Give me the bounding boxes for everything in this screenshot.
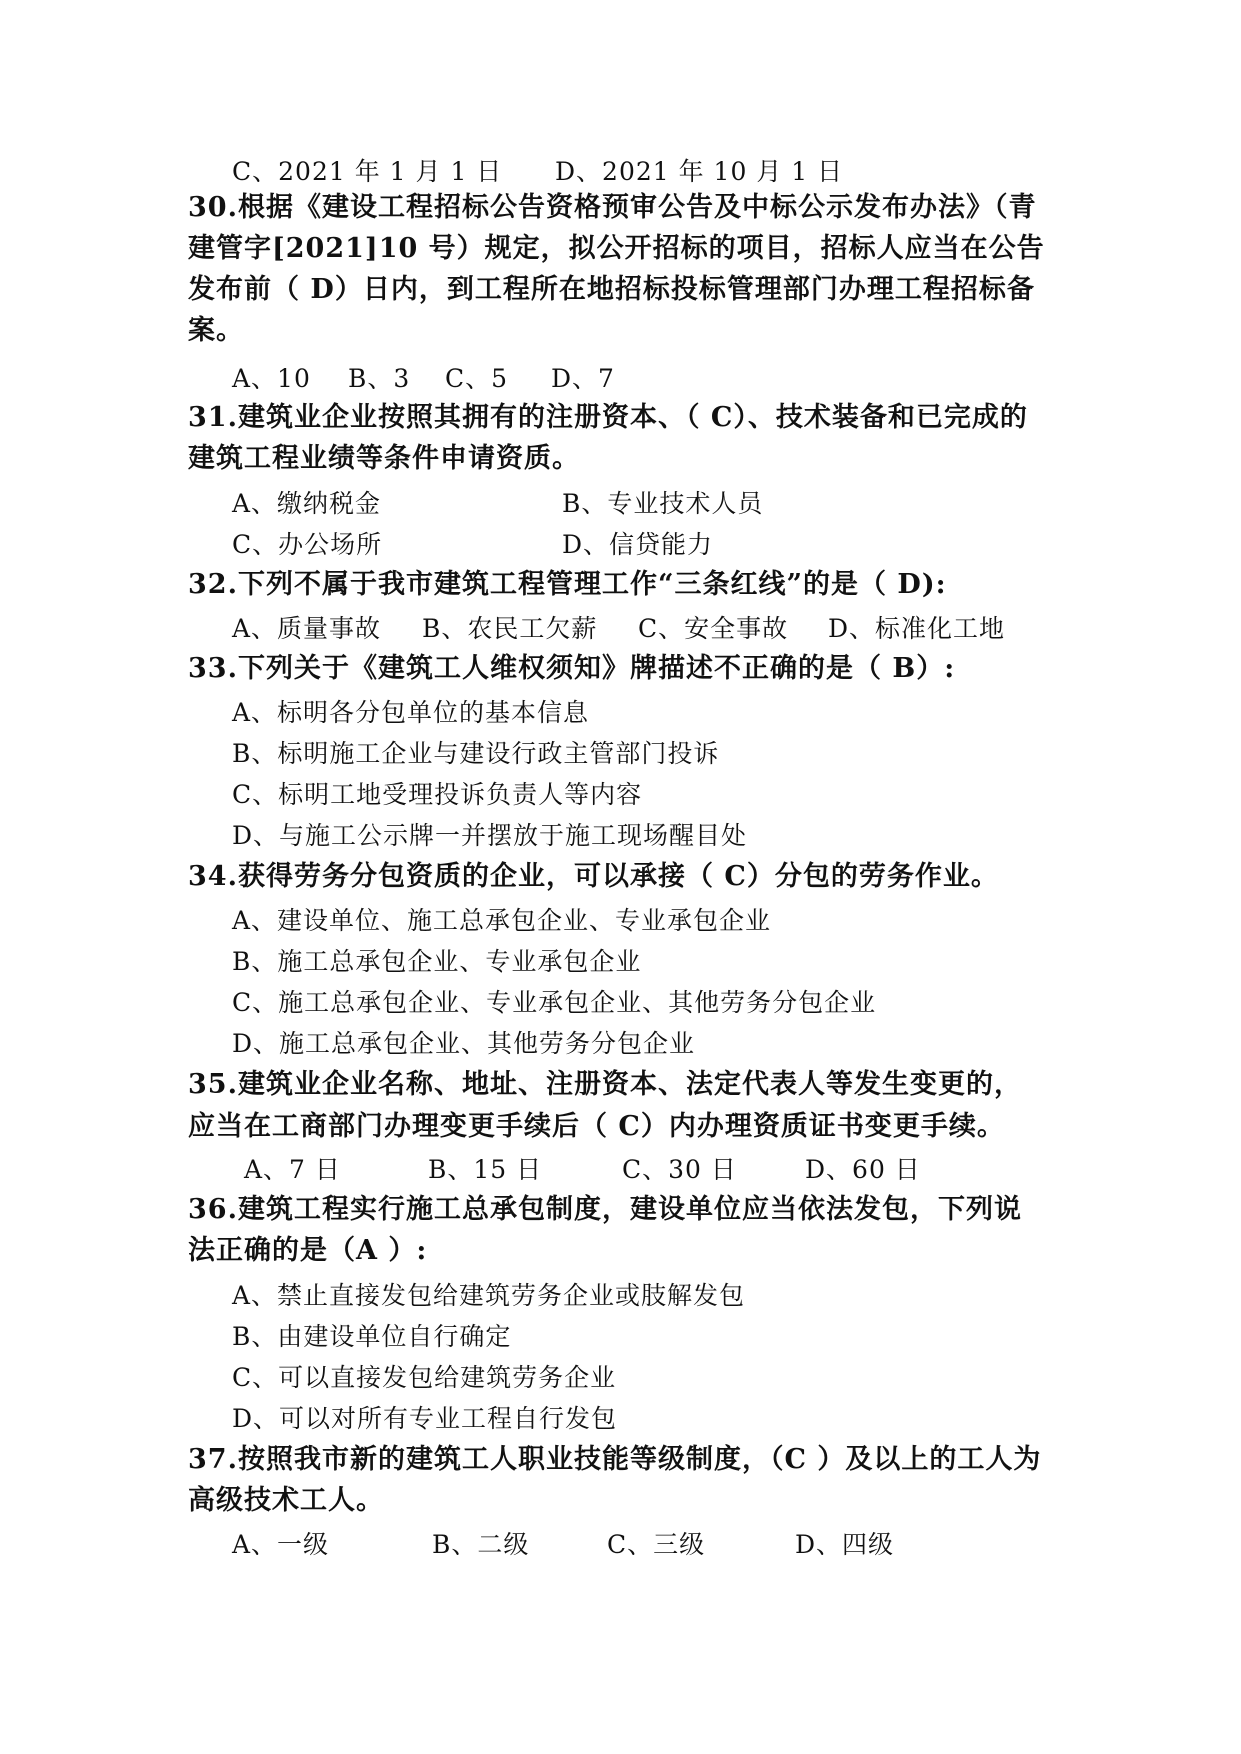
question-30-line-1: 30.根据《建设工程招标公告资格预审公告及中标公示发布办法》（青 [188,192,1037,223]
question-34-line-1: 34.获得劳务分包资质的企业，可以承接（ C）分包的劳务作业。 [188,861,999,892]
option-q37-c: C、三级 [607,1530,706,1559]
option-q33-a: A、标明各分包单位的基本信息 [232,698,590,727]
option-q29-c: C、2021 年 1 月 1 日 [232,157,503,186]
option-q36-a: A、禁止直接发包给建筑劳务企业或肢解发包 [232,1281,746,1310]
question-33-line-1: 33.下列关于《建筑工人维权须知》牌描述不正确的是（ B）: [188,653,956,684]
option-q33-b: B、标明施工企业与建设行政主管部门投诉 [232,739,720,768]
option-q32-d: D、标准化工地 [828,614,1006,643]
question-30-line-3: 发布前（ D）日内，到工程所在地招标投标管理部门办理工程招标备 [188,274,1035,305]
question-36-line-2: 法正确的是（A ）: [188,1235,428,1266]
option-q37-d: D、四级 [795,1530,895,1559]
question-31-line-2: 建筑工程业绩等条件申请资质。 [188,443,580,474]
option-q35-a: A、7 日 [244,1155,341,1184]
option-q30-c: C、5 [445,364,509,393]
option-q33-c: C、标明工地受理投诉负责人等内容 [232,780,643,809]
option-q34-b: B、施工总承包企业、专业承包企业 [232,947,642,976]
option-q34-d: D、施工总承包企业、其他劳务分包企业 [232,1029,696,1058]
option-q34-a: A、建设单位、施工总承包企业、专业承包企业 [232,906,772,935]
question-30-line-2: 建管字[2021]10 号）规定，拟公开招标的项目，招标人应当在公告 [188,233,1045,264]
option-q35-c: C、30 日 [622,1155,737,1184]
option-q31-b: B、专业技术人员 [562,489,764,518]
option-q32-c: C、安全事故 [638,614,789,643]
option-q36-d: D、可以对所有专业工程自行发包 [232,1404,618,1433]
question-36-line-1: 36.建筑工程实行施工总承包制度，建设单位应当依法发包，下列说 [188,1194,1022,1225]
option-q30-d: D、7 [551,364,615,393]
option-q29-d: D、2021 年 10 月 1 日 [555,157,844,186]
option-q30-b: B、3 [348,364,411,393]
option-q37-a: A、一级 [232,1530,330,1559]
question-37-line-2: 高级技术工人。 [188,1485,384,1516]
option-q37-b: B、二级 [432,1530,530,1559]
option-q31-a: A、缴纳税金 [232,489,382,518]
option-q32-b: B、农民工欠薪 [422,614,598,643]
option-q34-c: C、施工总承包企业、专业承包企业、其他劳务分包企业 [232,988,877,1017]
option-q36-c: C、可以直接发包给建筑劳务企业 [232,1363,617,1392]
question-32-line-1: 32.下列不属于我市建筑工程管理工作“三条红线”的是（ D): [188,569,947,600]
option-q35-b: B、15 日 [428,1155,543,1184]
option-q31-d: D、信贷能力 [562,530,714,559]
question-37-line-1: 37.按照我市新的建筑工人职业技能等级制度，（C ）及以上的工人为 [188,1444,1042,1475]
question-35-line-2: 应当在工商部门办理变更手续后（ C）内办理资质证书变更手续。 [188,1111,1005,1142]
option-q36-b: B、由建设单位自行确定 [232,1322,512,1351]
option-q32-a: A、质量事故 [232,614,382,643]
question-31-line-1: 31.建筑业企业按照其拥有的注册资本、（ C）、技术装备和已完成的 [188,402,1028,433]
question-35-line-1: 35.建筑业企业名称、地址、注册资本、法定代表人等发生变更的， [188,1069,1022,1100]
option-q33-d: D、与施工公示牌一并摆放于施工现场醒目处 [232,821,748,850]
option-q35-d: D、60 日 [805,1155,921,1184]
option-q30-a: A、10 [232,364,311,393]
option-q31-c: C、办公场所 [232,530,383,559]
question-30-line-4: 案。 [188,315,244,346]
